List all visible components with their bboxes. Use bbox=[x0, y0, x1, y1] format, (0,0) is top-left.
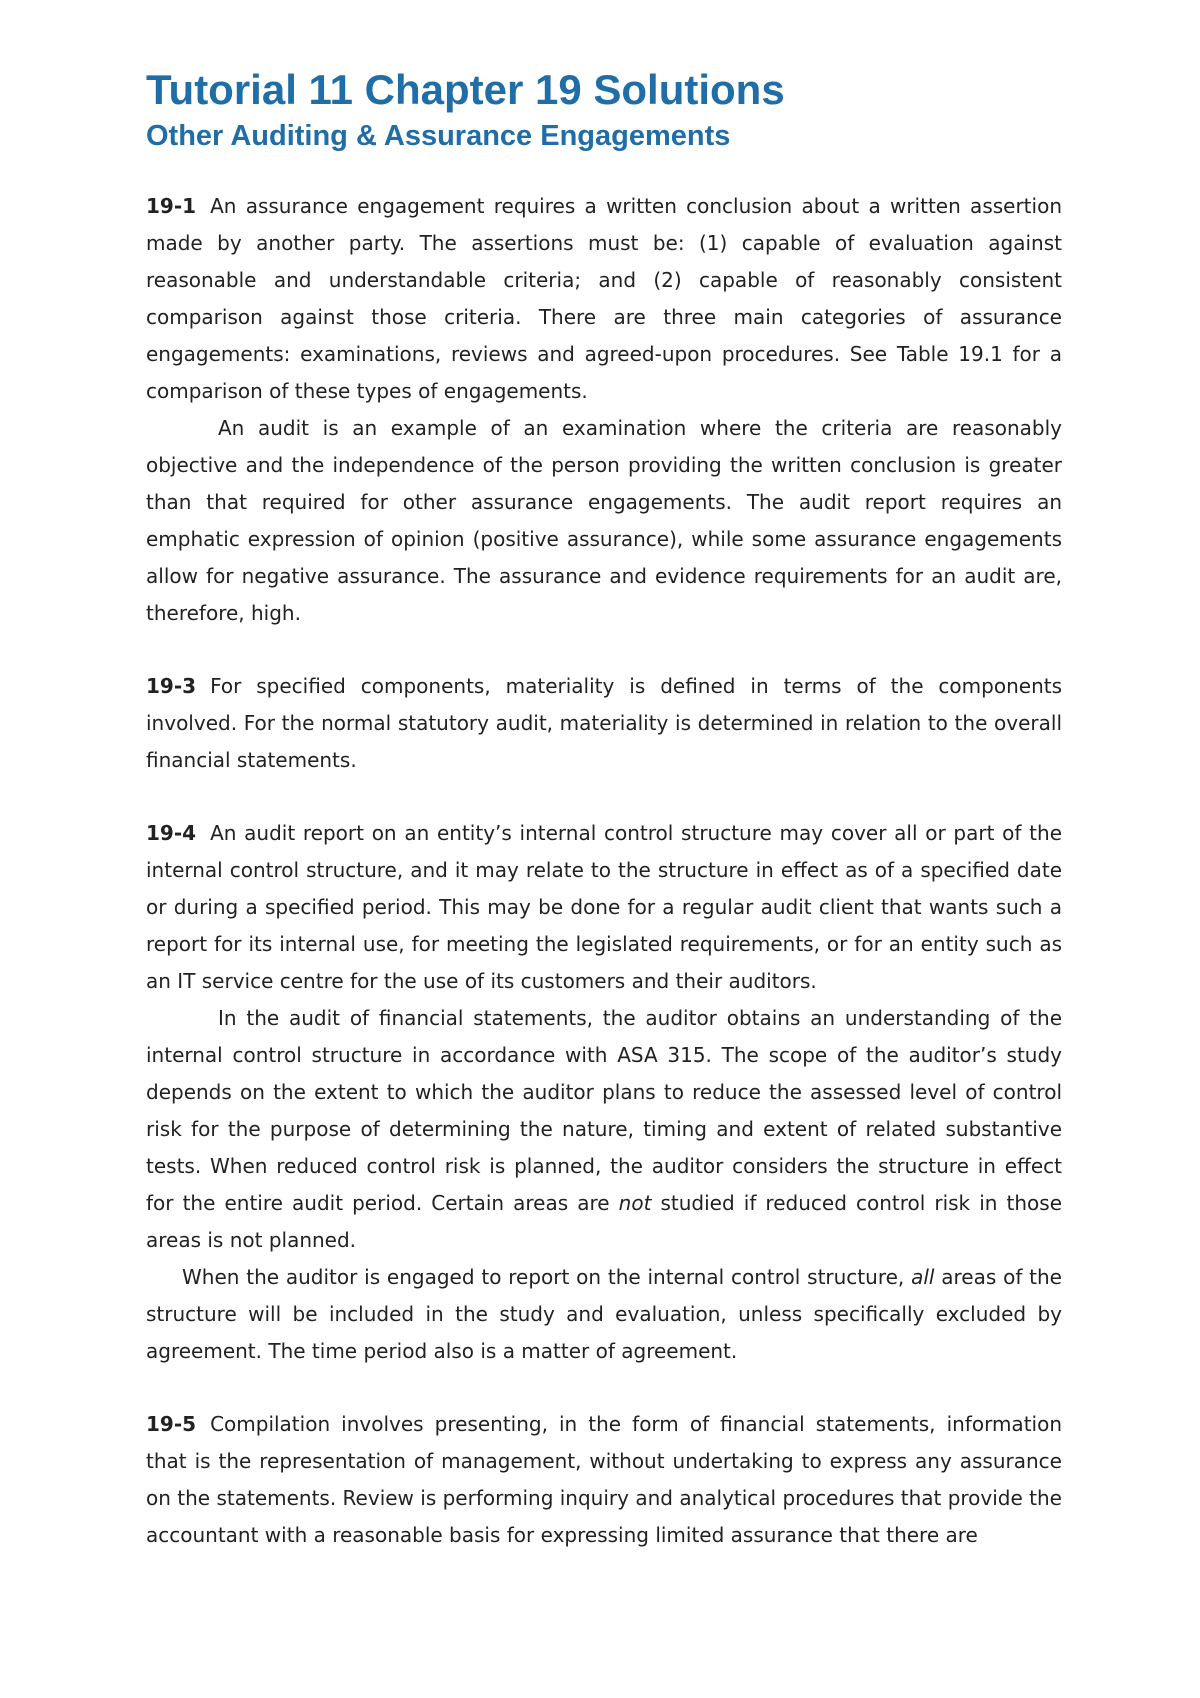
answer-19-3 bbox=[146, 668, 1062, 779]
paragraph-text: For specified components, materiality is defined in terms of the components involved. For the normal statutory audit, materiality is determined in relation to the overall financial statements. bbox=[146, 674, 1062, 772]
answer-paragraph bbox=[146, 1000, 1062, 1259]
answer-19-1 bbox=[146, 188, 1062, 632]
answer-paragraph bbox=[146, 815, 1062, 1000]
answer-paragraph bbox=[146, 1406, 1062, 1554]
emphasized-word: all bbox=[911, 1265, 935, 1289]
answer-paragraph bbox=[146, 668, 1062, 779]
emphasized-word: not bbox=[618, 1191, 652, 1215]
answer-paragraph bbox=[146, 188, 1062, 410]
paragraph-text: studied if reduced control risk in those areas is not planned. bbox=[146, 1191, 1062, 1252]
paragraph-text: When the auditor is engaged to report on the internal control structure, bbox=[182, 1265, 912, 1289]
paragraph-text: In the audit of financial statements, the auditor obtains an understanding of the internal control structure in accordance with ASA 315. The scope of the auditor’s study depends on the extent to which the auditor plans to reduce the assessed level of control risk for the purpose of determining the nature, timing and extent of related substantive tests. When reduced control risk is planned, the auditor considers the structure in effect for the entire audit period. Certain areas are bbox=[146, 1006, 1062, 1215]
answer-19-5 bbox=[146, 1406, 1062, 1554]
page-title: Tutorial 11 Chapter 19 Solutions bbox=[146, 66, 785, 113]
paragraph-text: areas of the structure will be included in the study and evaluation, unless specifically excluded by agreement. The time period also is a matter of agreement. bbox=[146, 1265, 1062, 1363]
question-number: 19-3 bbox=[146, 674, 197, 698]
paragraph-text: An audit report on an entity’s internal control structure may cover all or part of the internal control structure, and it may relate to the structure in effect as of a specified date or during a specified period. This may be done for a regular audit client that wants such a report for its internal use, for meeting the legislated requirements, or for an entity such as an IT service centre for the use of its customers and their auditors. bbox=[146, 821, 1062, 993]
question-number: 19-4 bbox=[146, 821, 197, 845]
paragraph-text: An assurance engagement requires a written conclusion about a written assertion made by another party. The assertions must be: (1) capable of evaluation against reasonable and understandable criteria; and (2) capable of reasonably consistent comparison against those criteria. There are three main categories of assurance engagements: examinations, reviews and agreed-upon procedures. See Table 19.1 for a comparison of these types of engagements. bbox=[146, 194, 1062, 403]
answer-paragraph bbox=[146, 1259, 1062, 1370]
paragraph-text: Compilation involves presenting, in the form of financial statements, information that is the representation of management, without undertaking to express any assurance on the statements. Review is performing inquiry and analytical procedures that provide the accountant with a reasonable basis for expressing limited assurance that there are bbox=[146, 1412, 1062, 1547]
question-number: 19-5 bbox=[146, 1412, 197, 1436]
answer-paragraph: An audit is an example of an examination where the criteria are reasonably objective and the independence of the person providing the written conclusion is greater than that required for other assurance engagements. The audit report requires an emphatic expression of opinion (positive assurance), while some assurance engagements allow for negative assurance. The assurance and evidence requirements for an audit are, therefore, high. bbox=[146, 416, 1062, 625]
answer-19-4 bbox=[146, 815, 1062, 1370]
document-page bbox=[146, 62, 1062, 1590]
question-number: 19-1 bbox=[146, 194, 197, 218]
page-subtitle: Other Auditing & Assurance Engagements bbox=[146, 120, 731, 152]
